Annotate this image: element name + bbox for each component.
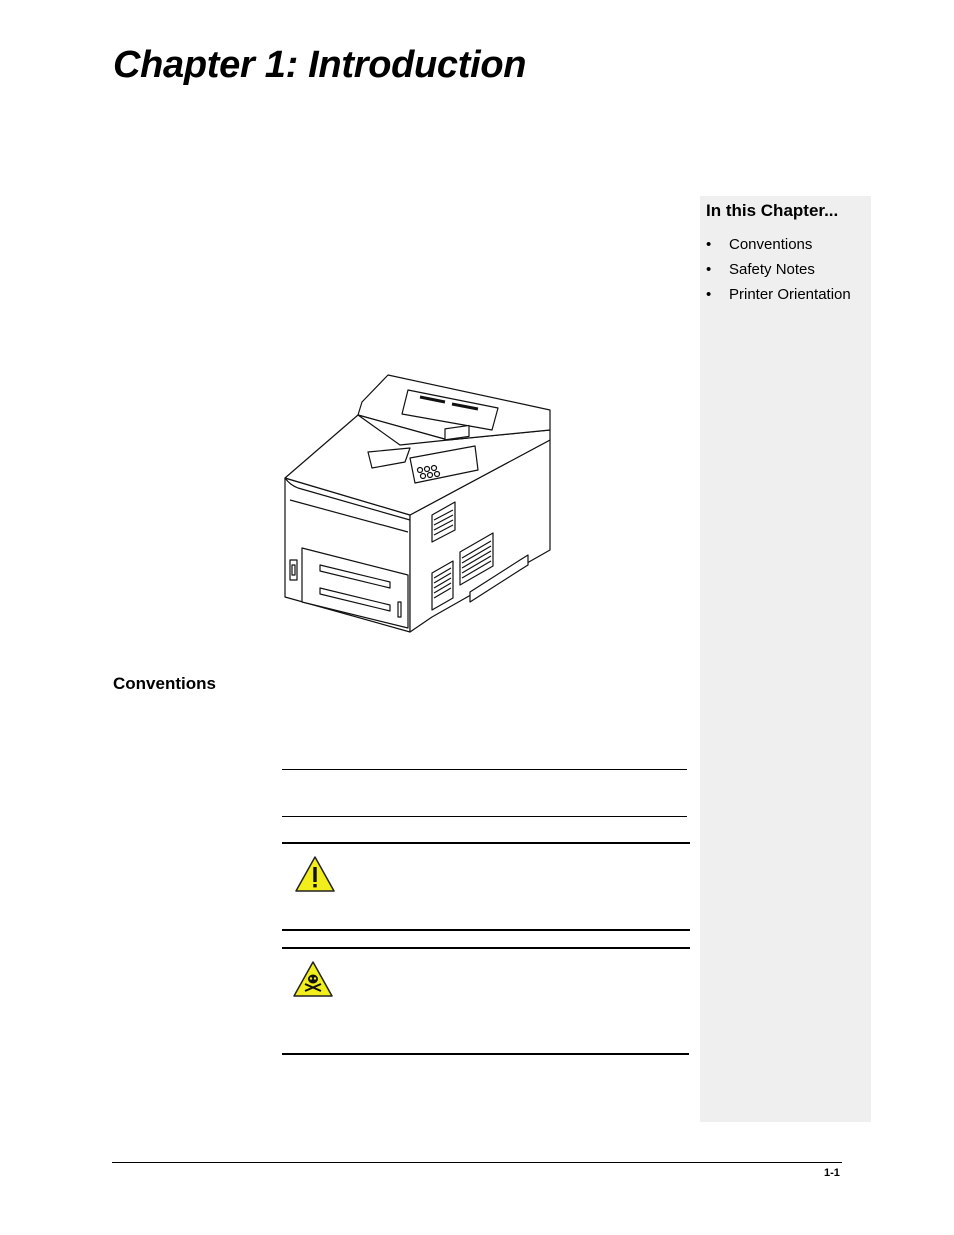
- divider: [282, 769, 687, 770]
- sidebar-item-label: Conventions: [729, 236, 813, 253]
- divider: [282, 929, 690, 931]
- bullet: •: [706, 261, 712, 278]
- warning-skull-icon: [292, 959, 334, 999]
- divider: [282, 816, 687, 817]
- sidebar-contents-list: [706, 236, 851, 311]
- sidebar-item-printer-orientation[interactable]: [706, 286, 851, 311]
- sidebar-item-label: Safety Notes: [729, 261, 815, 278]
- sidebar-item-label: Printer Orientation: [729, 286, 851, 303]
- sidebar-item-conventions[interactable]: [706, 236, 851, 261]
- caution-exclamation-icon: [294, 854, 336, 894]
- printer-illustration: [280, 370, 560, 635]
- divider: [282, 947, 690, 949]
- sidebar-heading: In this Chapter...: [706, 201, 839, 220]
- bullet: •: [706, 286, 712, 303]
- chapter-title: Chapter 1: Introduction: [113, 44, 527, 86]
- page-number: 1-1: [824, 1167, 840, 1179]
- bullet: •: [706, 236, 712, 253]
- conventions-heading: Conventions: [113, 674, 216, 693]
- footer-divider: [112, 1162, 842, 1163]
- divider: [282, 842, 690, 844]
- divider: [282, 1053, 689, 1055]
- sidebar-item-safety-notes[interactable]: [706, 261, 851, 286]
- chapter-sidebar: [700, 196, 871, 1122]
